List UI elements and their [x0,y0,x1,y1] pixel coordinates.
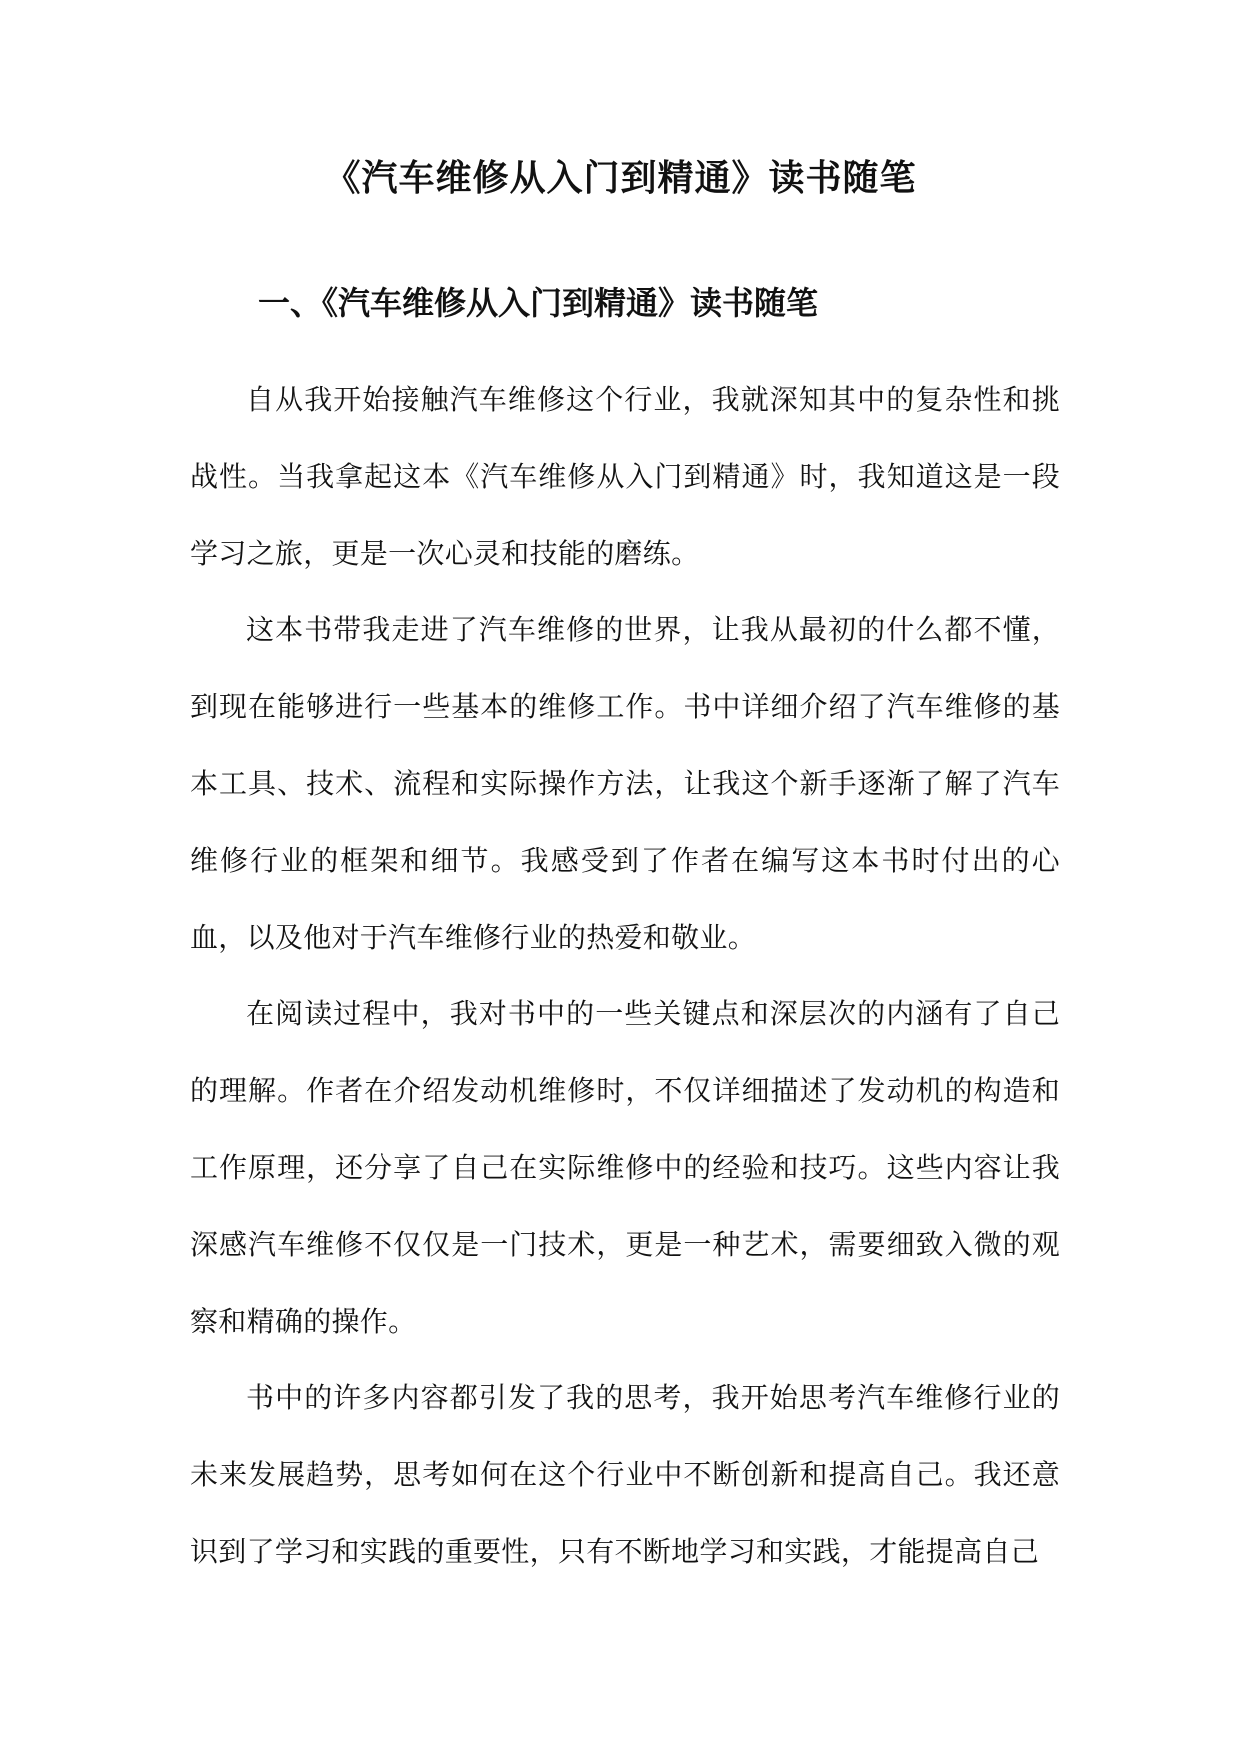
section-heading: 一、《汽车维修从入门到精通》读书随笔 [258,284,819,322]
paragraph-4: 书中的许多内容都引发了我的思考，我开始思考汽车维修行业的未来发展趋势，思考如何在这个行业中不断创新和提高自己。我还意识到了学习和实践的重要性，只有不断地学习和实践，才能提高自己 [190,1381,1060,1568]
paragraph-3: 在阅读过程中，我对书中的一些关键点和深层次的内涵有了自己的理解。作者在介绍发动机维修时，不仅详细描述了发动机的构造和工作原理，还分享了自己在实际维修中的经验和技巧。这些内容让我深感汽车维修不仅仅是一门技术，更是一种艺术，需要细致入微的观察和精确的操作。 [190,997,1060,1338]
body-text [190,362,1060,1591]
document-title: 《汽车维修从入门到精通》读书随笔 [324,157,917,199]
paragraph-1: 自从我开始接触汽车维修这个行业，我就深知其中的复杂性和挑战性。当我拿起这本《汽车维修从入门到精通》时，我知道这是一段学习之旅，更是一次心灵和技能的磨练。 [190,383,1060,570]
paragraph-2: 这本书带我走进了汽车维修的世界，让我从最初的什么都不懂，到现在能够进行一些基本的维修工作。书中详细介绍了汽车维修的基本工具、技术、流程和实际操作方法，让我这个新手逐渐了解了汽车维修行业的框架和细节。我感受到了作者在编写这本书时付出的心血，以及他对于汽车维修行业的热爱和敬业。 [190,613,1060,954]
